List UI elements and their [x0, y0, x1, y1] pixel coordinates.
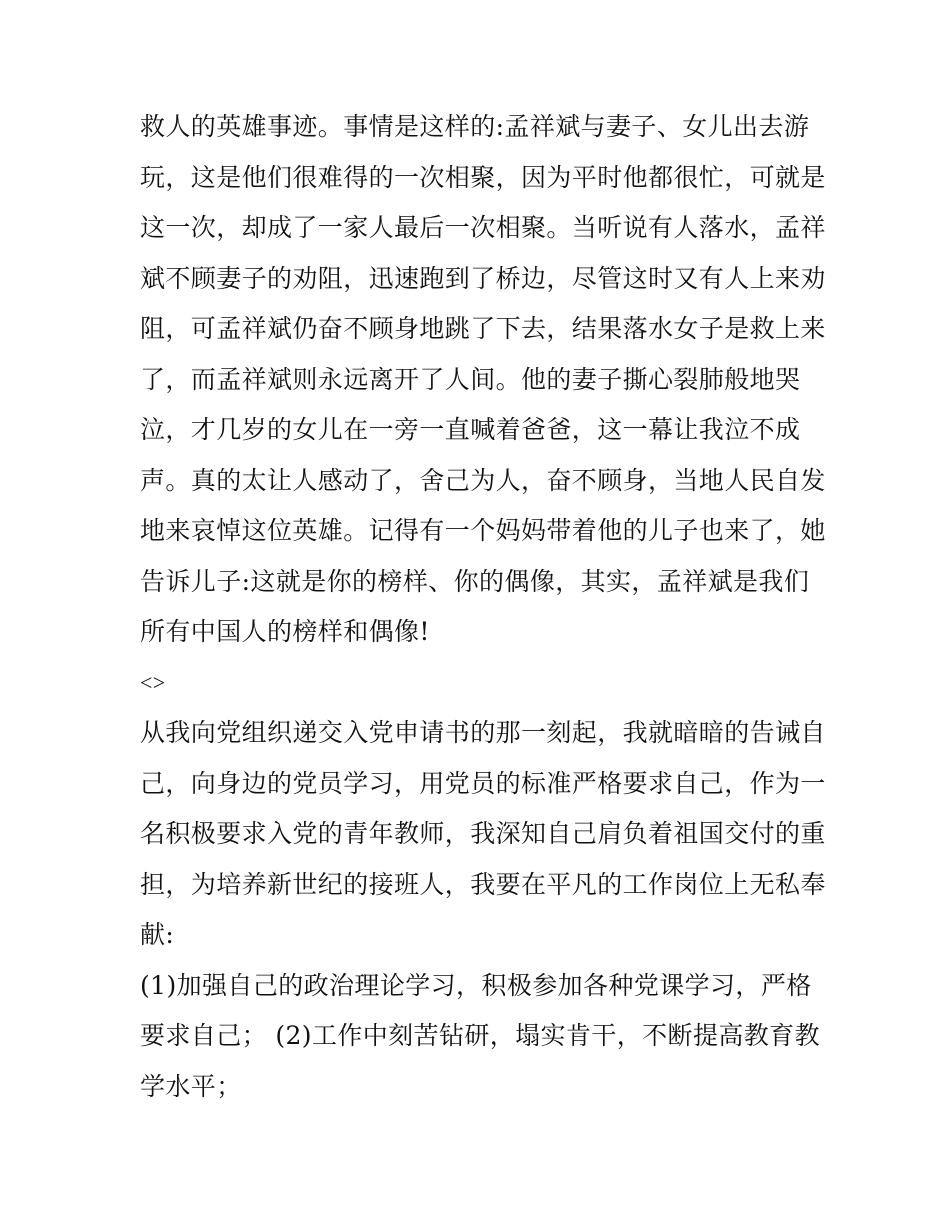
text-line: 担，为培养新世纪的接班人，我要在平凡的工作岗位上无私奉 [140, 869, 826, 899]
text-line: 阻，可孟祥斌仍奋不顾身地跳了下去，结果落水女子是救上来 [140, 314, 826, 343]
text-line: (1)加强自己的政治理论学习，积极参加各种党课学习，严格 [140, 970, 812, 1000]
text-line: 己，向身边的党员学习，用党员的标准严格要求自己，作为一 [140, 768, 826, 798]
text-line: 名积极要求入党的青年教师，我深知自己肩负着祖国交付的重 [140, 819, 826, 848]
text-line: 地来哀悼这位英雄。记得有一个妈妈带着他的儿子也来了，她 [140, 516, 826, 545]
text-line: 玩，这是他们很难得的一次相聚，因为平时他都很忙，可就是 [140, 162, 826, 192]
text-line: 学水平； [140, 1071, 242, 1101]
section-marker: <> [140, 669, 166, 695]
text-line: 要求自己； (2)工作中刻苦钻研，塌实肯干，不断提高教育教 [140, 1021, 820, 1050]
text-line: 告诉儿子:这就是你的榜样、你的偶像，其实，孟祥斌是我们 [140, 566, 810, 596]
text-line: 泣，才几岁的女儿在一旁一直喊着爸爸，这一幕让我泣不成 [140, 415, 801, 444]
text-line: 斌不顾妻子的劝阻，迅速跑到了桥边，尽管这时又有人上来劝 [140, 263, 826, 293]
text-line: 所有中国人的榜样和偶像! [140, 617, 430, 646]
text-line: 了，而孟祥斌则永远离开了人间。他的妻子撕心裂肺般地哭 [140, 364, 801, 394]
text-line: 声。真的太让人感动了，舍己为人，奋不顾身，当地人民自发 [140, 465, 826, 495]
body-text [140, 102, 826, 1112]
text-line: 从我向党组织递交入党申请书的那一刻起，我就暗暗的告诫自 [140, 718, 826, 747]
text-line: 献: [140, 920, 175, 949]
text-line: 这一次，却成了一家人最后一次相聚。当听说有人落水，孟祥 [140, 213, 826, 242]
text-line: 救人的英雄事迹。事情是这样的:孟祥斌与妻子、女儿出去游 [140, 112, 810, 141]
